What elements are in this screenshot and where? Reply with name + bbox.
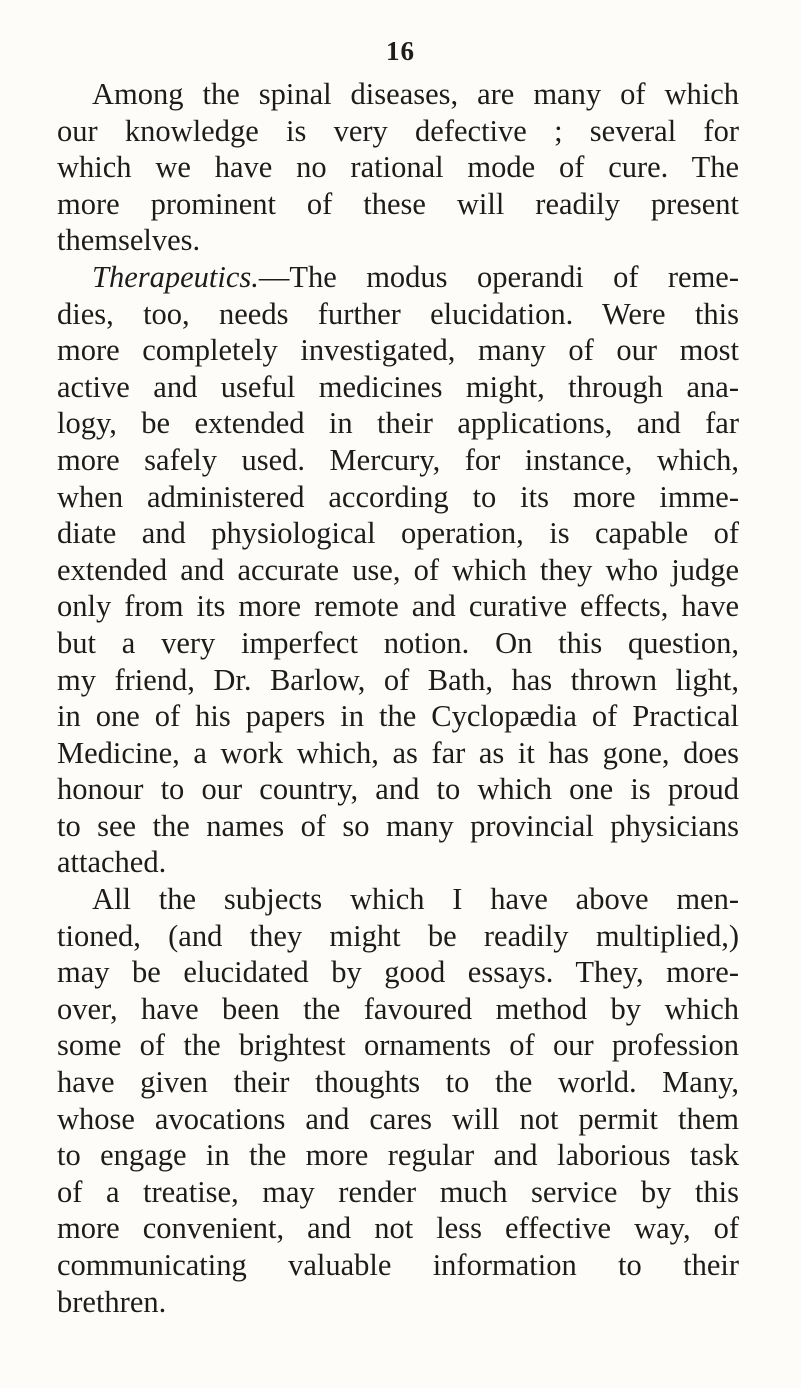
line-text: over, have been the favoured method by which bbox=[57, 991, 739, 1026]
line-text: but a very imperfect notion. On this question, bbox=[57, 625, 739, 660]
text-line bbox=[57, 918, 739, 955]
text-line bbox=[57, 808, 739, 845]
line-text: to engage in the more regular and laborious task bbox=[57, 1138, 739, 1173]
text-line bbox=[57, 588, 739, 625]
text-line bbox=[57, 296, 739, 333]
line-text: of a treatise, may render much service by this bbox=[57, 1174, 739, 1209]
line-text: some of the brightest ornaments of our profession bbox=[57, 1028, 739, 1063]
line-text: more convenient, and not less effective way, of bbox=[57, 1211, 739, 1246]
text-line bbox=[57, 1027, 739, 1064]
line-text: which we have no rational mode of cure. The bbox=[57, 150, 739, 185]
line-text: brethren. bbox=[57, 1284, 167, 1319]
text-line bbox=[57, 76, 739, 113]
text-line bbox=[57, 771, 739, 808]
text-line bbox=[57, 332, 739, 369]
line-text: diate and physiological operation, is capable of bbox=[57, 516, 739, 551]
text-line bbox=[57, 625, 739, 662]
text-line bbox=[57, 222, 739, 259]
line-text: in one of his papers in the Cyclopædia of Practical bbox=[57, 699, 739, 734]
line-text: only from its more remote and curative effects, have bbox=[57, 589, 739, 624]
text-line bbox=[57, 1247, 739, 1284]
text-line bbox=[57, 1210, 739, 1247]
text-line bbox=[57, 698, 739, 735]
line-text: active and useful medicines might, through ana- bbox=[57, 369, 739, 404]
line-text: may be elucidated by good essays. They, more- bbox=[57, 955, 739, 990]
text-line bbox=[57, 1174, 739, 1211]
line-text: to see the names of so many provincial physicians bbox=[57, 808, 739, 843]
line-text: themselves. bbox=[57, 223, 201, 258]
text-line bbox=[57, 405, 739, 442]
line-text: communicating valuable information to their bbox=[57, 1248, 739, 1282]
text-line bbox=[57, 1101, 739, 1138]
text-line bbox=[57, 552, 739, 589]
body-text bbox=[57, 76, 739, 1320]
text-line bbox=[57, 1064, 739, 1101]
line-text: more completely investigated, many of our most bbox=[57, 333, 739, 368]
text-line bbox=[57, 369, 739, 406]
text-line bbox=[57, 515, 739, 552]
line-text: Among the spinal diseases, are many of which bbox=[92, 77, 739, 111]
line-text: tioned, (and they might be readily multiplied,) bbox=[57, 918, 739, 953]
line-text: my friend, Dr. Barlow, of Bath, has thrown light, bbox=[57, 662, 739, 697]
text-line bbox=[57, 1137, 739, 1174]
section-heading: Therapeutics. bbox=[92, 259, 259, 294]
line-text: when administered according to its more imme- bbox=[57, 479, 739, 514]
text-line bbox=[57, 735, 739, 772]
text-line bbox=[57, 844, 739, 881]
line-text: extended and accurate use, of which they who judge bbox=[57, 552, 739, 587]
line-text: logy, be extended in their applications, and far bbox=[57, 406, 739, 441]
text-line bbox=[57, 259, 739, 296]
text-line bbox=[57, 662, 739, 699]
text-line bbox=[57, 149, 739, 186]
text-line bbox=[57, 442, 739, 479]
text-line bbox=[57, 479, 739, 516]
page-number: 16 bbox=[386, 36, 415, 66]
line-text: All the subjects which I have above men- bbox=[92, 882, 739, 917]
text-line bbox=[57, 954, 739, 991]
line-text: more prominent of these will readily present bbox=[57, 186, 739, 221]
line-text: —The modus operandi of reme- bbox=[258, 259, 739, 294]
line-text: Medicine, a work which, as far as it has gone, does bbox=[57, 735, 739, 770]
text-line bbox=[57, 1284, 739, 1321]
line-text: dies, too, needs further elucidation. Were this bbox=[57, 296, 739, 331]
line-text: attached. bbox=[57, 845, 167, 880]
line-text: have given their thoughts to the world. Many, bbox=[57, 1065, 739, 1100]
line-text: honour to our country, and to which one is proud bbox=[57, 772, 739, 807]
line-text: whose avocations and cares will not permit them bbox=[57, 1101, 739, 1136]
text-line bbox=[57, 113, 739, 150]
line-text: more safely used. Mercury, for instance, which, bbox=[57, 442, 739, 477]
text-line bbox=[57, 186, 739, 223]
line-text: our knowledge is very defective ; several for bbox=[57, 113, 739, 148]
text-line bbox=[57, 991, 739, 1028]
text-line bbox=[57, 881, 739, 918]
